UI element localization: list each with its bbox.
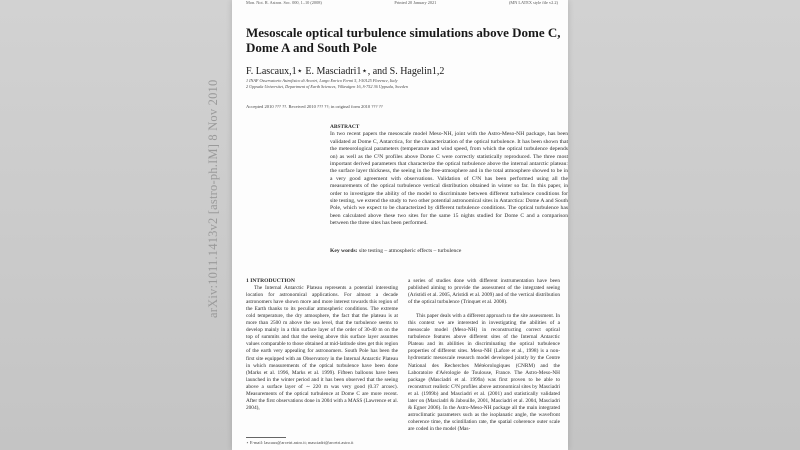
printed-date: Printed 20 January 2021 (394, 0, 437, 5)
footnote: ⋆ E-mail: lascaux@arcetri.astro.it; masciadri@arcetri.astro.it (246, 440, 354, 445)
abstract-text: In two recent papers the mesoscale model Meso-NH, joint with the Astro-Meso-NH package, has been validated at Dome C, Antarctica, for the characterization of the optical turbulence. It has been shown that the meteorological parameters (temperature and wind speed, from which the optical turbulence depends on) as well as the C²N profiles above Dome C were correctly statistically reproduced. The three most important derived parameters that characterize the optical turbulence above the internal antarctic plateau: the surface layer thickness, the seeing in the free-atmosphere and in the total atmosphere showed to be in a very good agreement with observations. Validation of C²N has been performed using all the measurements of the optical turbulence vertical distribution obtained in winter so far. In this paper, in order to investigate the ability of the model to discriminate between different turbulence conditions for site testing, we extend the study to two other potential astronomical sites in Antarctica: Dome A and South Pole, which we expect to be characterized by different turbulence conditions. The optical turbulence has been calculated above these two sites for the same 15 nights studied for Dome C and a comparison between the three sites has been performed. (330, 131, 568, 227)
abstract-heading: ABSTRACT (330, 124, 360, 130)
style-file: (MN LATEX style file v2.2) (508, 0, 558, 5)
intro-paragraph-2: This paper deals with a different approach to the site assessment. In this context we are interested in investigating the abilities of a mesoscale model (Meso-NH) in reconstructing correct optical turbulence features above different sites of the Internal Antarctic Plateau and its abilities in discriminating the optical turbulence properties of different sites. Meso-NH (Lafore et al., 1998) is a non-hydrostatic mesoscale research model developed jointly by the Centre National des Recherches Météorologiques (CNRM) and the Laboratoire d'Aérologie de Toulouse, France. The Astro-Meso-NH package (Masciadri et al. 1999a) was first proven to be able to reconstruct realistic C²N profiles above astronomical sites by Masciadri et al. (1999b) and Masciadri et al. (2001) and statistically validated later on (Masciadri & Jabouille, 2001, Masciadri et al. 2004, Masciadri & Egner 2006). In the Astro-Meso-NH package all the main integrated astroclimatic parameters such as the isoplanatic angle, the wavefront coherence time, the scintillation rate, the spatial coherence outer scale are coded in the model (Mas- (408, 313, 560, 432)
right-column (408, 278, 560, 433)
paper-page (232, 0, 568, 450)
keywords-text: site testing – atmospheric effects – turbulence (358, 248, 462, 254)
section-heading: 1 INTRODUCTION (246, 278, 295, 284)
intro-paragraph-continued: a series of studies done with different instrumentation have been published aiming to provide the assessment of the integrated seeing (Aristidi et al. 2005, Aristidi et al. 2009) and of the vertical distribution of the optical turbulence (Trinquet et al. 2008). (408, 278, 560, 306)
keywords-line (330, 248, 568, 254)
footnote-rule (246, 437, 286, 438)
left-background-band (0, 0, 232, 450)
accepted-line: Accepted 2010 ??? ??. Received 2010 ??? ??; in original form 2010 ??? ?? (246, 104, 383, 109)
affiliation-2: 2 Uppsala Universitet, Department of Earth Sciences, Villavägen 16, S-752 36 Uppsala, Sweden (246, 84, 408, 89)
intro-paragraph-1: The Internal Antarctic Plateau represents a potential interesting location for astronomical applications. For almost a decade astronomers have shown more and more interest towards this region of the Earth thanks to its peculiar atmospheric conditions. The extreme cold temperature, the dry atmosphere, the fact that the plateau is at more than 2500 m above the sea level, that the turbulence seems to develop mainly in a thin surface layer of the order of 30-40 m on the top of summits and that the seeing above this surface layer assumes values comparable to those obtained at mid-latitude sites get this region of the earth very appealing for astronomers. South Pole has been the first site equipped with an Observatory in the Internal Antarctic Plateau in which measurements of the optical turbulence have been done (Marks et al. 1996, Marks et al. 1999). Fifteen balloons have been launched in the winter period and it has been observed that the seeing above a surface layer of ∼ 220 m was very good (0.37 arcsec). Measurements of the optical turbulence at Dome C are more recent. After the first observations done in 2004 with a MASS (Lawrence et al. 2004), (246, 285, 398, 411)
keywords-label: Key words: (330, 248, 358, 254)
affiliation-1: 1 INAF Osservatorio Astrofisico di Arcetri, Largo Enrico Fermi 5, I-50125 Florence, Italy (246, 78, 398, 83)
arxiv-stamp: arXiv:1011.1413v2 [astro-ph.IM] 8 Nov 2010 (206, 79, 220, 318)
journal-citation: Mon. Not. R. Astron. Soc. 000, 1–10 (2008) (246, 0, 322, 5)
right-background-band (568, 0, 800, 450)
running-header (246, 0, 558, 5)
abstract-block (330, 124, 568, 228)
left-column (246, 278, 398, 412)
paper-title: Mesoscale optical turbulence simulations above Dome C, Dome A and South Pole (246, 25, 561, 55)
author-list: F. Lascaux,1⋆ E. Masciadri1⋆, and S. Hagelin1,2 (246, 66, 445, 77)
